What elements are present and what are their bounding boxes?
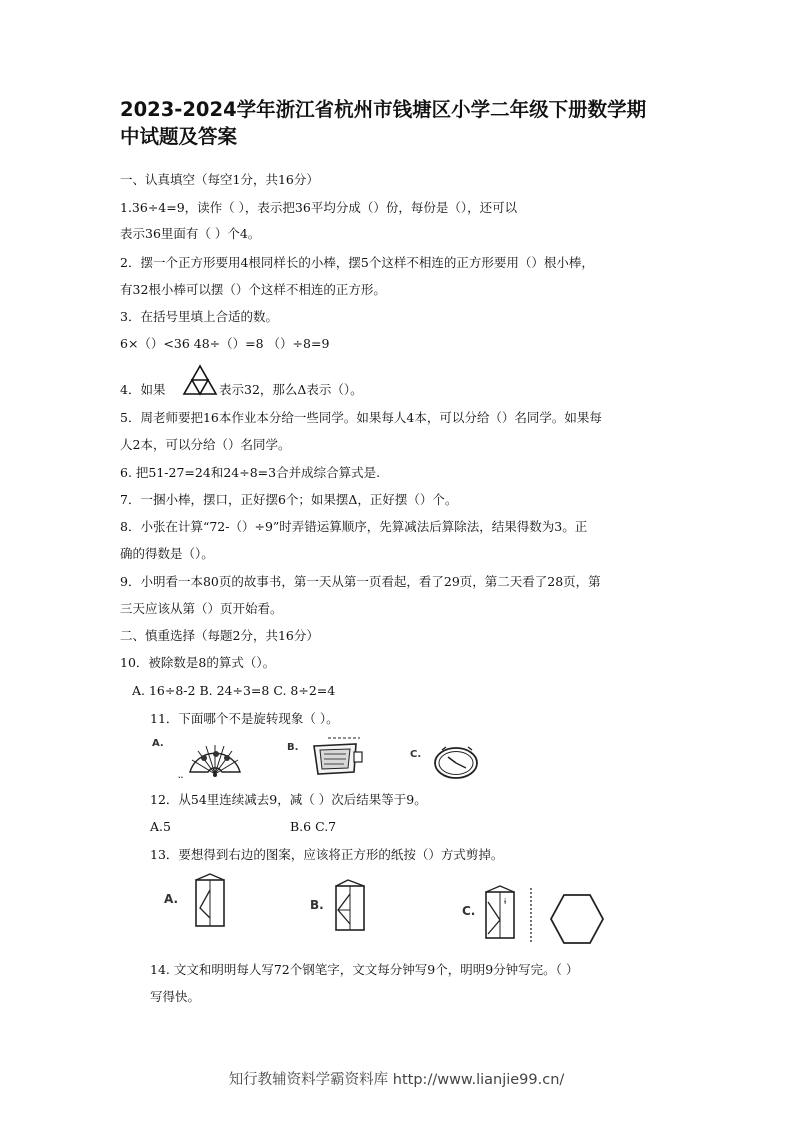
section-2-heading: 二、慎重选择（每题2分，共16分）	[120, 628, 319, 643]
question-10: 10．被除数是8的算式（）。	[120, 655, 276, 670]
question-13: 13．要想得到右边的图案，应该将正方形的纸按（）方式剪掉。	[150, 847, 504, 862]
question-9-line-1: 9．小明看一本80页的故事书，第一天从第一页看起，看了29页，第二天看了28页，第	[120, 574, 601, 589]
question-12-options-bc: B.6 C.7	[290, 819, 337, 834]
question-2-line-2: 有32根小棒可以摆（）个这样不相连的正方形。	[120, 282, 386, 297]
footer-watermark: 知行教辅资料学霸资料库 http://www.lianjie99.cn/	[228, 1072, 565, 1088]
question-8-line-2: 确的得数是（）。	[120, 546, 214, 561]
title-line-1: 2023-2024学年浙江省杭州市钱塘区小学二年级下册数学期	[120, 98, 647, 121]
question-5-line-2: 人2本，可以分给（）名同学。	[120, 437, 291, 452]
q11-label-a: A.	[152, 738, 164, 749]
question-3-line-1: 3．在括号里填上合适的数。	[120, 309, 278, 324]
dashed-divider-icon	[528, 886, 534, 946]
title-line-2: 中试题及答案	[120, 125, 238, 148]
hexagon-icon	[548, 892, 606, 946]
question-1-line-1: 1.36÷4=9，读作（ ），表示把36平均分成（）份，每份是（），还可以	[120, 200, 518, 215]
question-12-option-a: A.5	[150, 819, 171, 834]
question-14-line-2: 写得快。	[150, 989, 201, 1004]
question-1-line-2: 表示36里面有（ ）个4。	[120, 226, 261, 241]
clock-icon	[432, 744, 480, 780]
q11-label-b: B.	[287, 742, 299, 753]
q13-label-b: B.	[310, 898, 324, 912]
question-11: 11．下面哪个不是旋转现象（ ）。	[150, 711, 339, 726]
svg-text:ɨ: ɨ	[504, 897, 507, 906]
section-1-heading: 一、认真填空（每空1分，共16分）	[120, 172, 319, 187]
question-6: 6. 把51-27=24和24÷8=3合并成综合算式是.	[120, 465, 381, 480]
question-3-line-2: 6×（）<36 48÷（）=8 （）÷8=9	[120, 336, 330, 351]
folded-paper-b-icon	[332, 876, 374, 934]
question-14-line-1: 14. 文文和明明每人写72个钢笔字，文文每分钟写9个，明明9分钟写完。（ ）	[150, 962, 579, 977]
triangle-figure-icon	[182, 364, 218, 396]
q11-label-c: C.	[410, 749, 422, 760]
q13-label-a: A.	[164, 892, 179, 906]
q13-label-c: C.	[462, 904, 476, 918]
question-8-line-1: 8．小张在计算“72-（）÷9”时弄错运算顺序，先算减法后算除法，结果得数为3。正	[120, 519, 588, 534]
machine-drum-icon	[308, 736, 366, 778]
folded-paper-a-icon	[190, 872, 232, 930]
question-4-suffix: 表示32，那么Δ表示（）。	[219, 382, 363, 397]
question-12: 12．从54里连续减去9，减（ ）次后结果等于9。	[150, 792, 427, 807]
question-10-options: A. 16÷8-2 B. 24÷3=8 C. 8÷2=4	[132, 683, 336, 698]
document-title	[120, 96, 680, 150]
question-9-line-2: 三天应该从第（）页开始看。	[120, 601, 283, 616]
question-5-line-1: 5．周老师要把16本作业本分给一些同学。如果每人4本，可以分给（）名同学。如果每	[120, 410, 602, 425]
question-2-line-1: 2．摆一个正方形要用4根同样长的小棒，摆5个这样不相连的正方形要用（）根小棒，	[120, 255, 594, 270]
question-7: 7．一捆小棒，摆口，正好摆6个；如果摆Δ，正好摆（）个。	[120, 492, 458, 507]
folding-fan-icon	[186, 738, 244, 780]
folded-paper-c-icon	[482, 884, 524, 942]
question-4-prefix: 4．如果	[120, 382, 166, 397]
q11-small-mark: ..	[178, 772, 184, 780]
